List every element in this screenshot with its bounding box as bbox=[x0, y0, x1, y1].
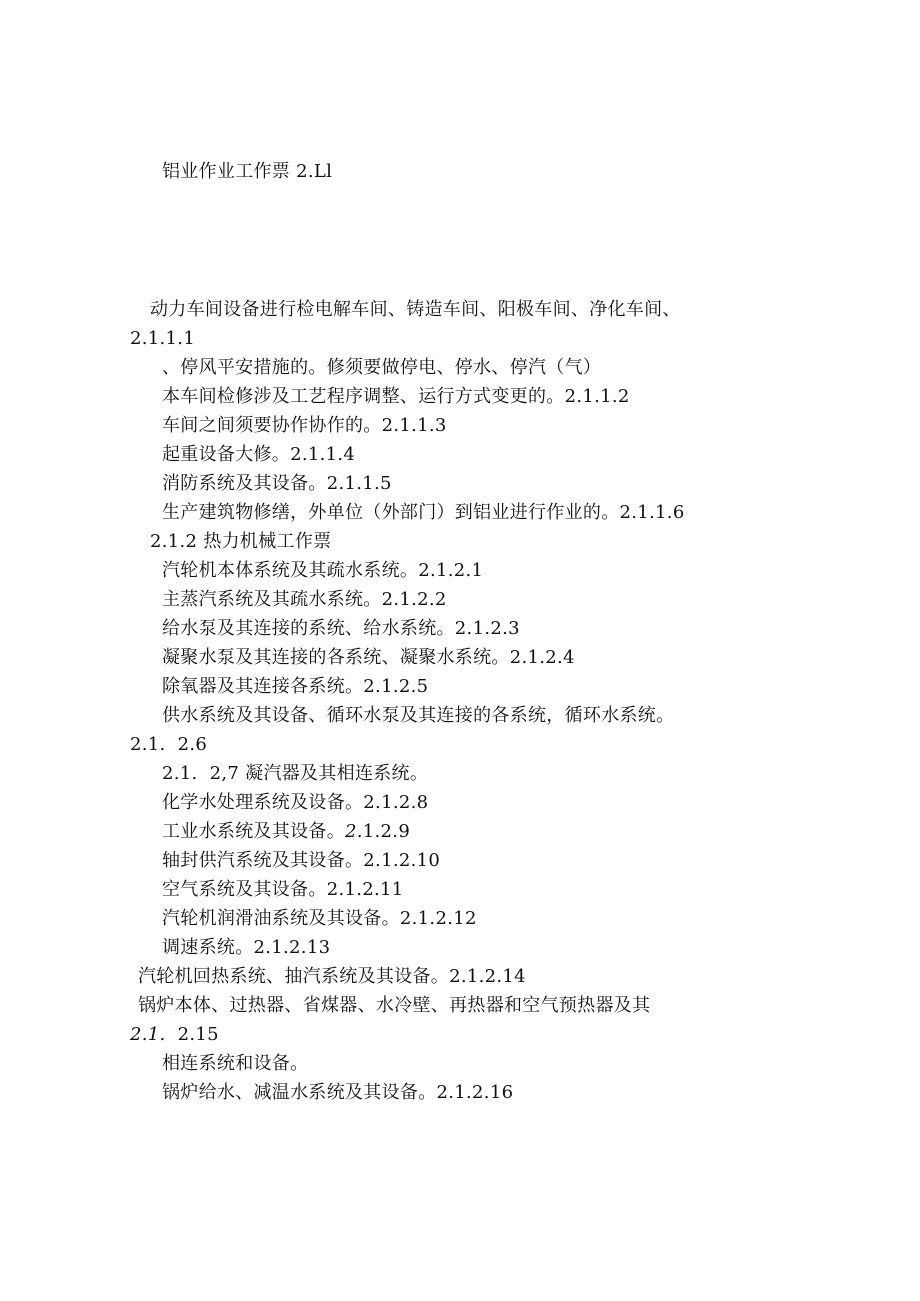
text-segment: 2.15 bbox=[177, 1024, 219, 1045]
text-line: 轴封供汽系统及其设备。2.1.2.10 bbox=[162, 850, 441, 871]
text-line bbox=[162, 820, 410, 844]
text-line: 汽轮机回热系统、抽汽系统及其设备。2.1.2.14 bbox=[138, 966, 526, 987]
doc-title: 铝业作业工作票 2.Ll bbox=[162, 161, 333, 182]
italic-number: 2.1. bbox=[130, 1024, 166, 1045]
text-line: 供水系统及其设备、循环水泵及其连接的各系统，循环水系统。 bbox=[162, 705, 675, 726]
text-line: 起重设备大修。2.1.1.4 bbox=[162, 444, 356, 465]
text-segment: 工业水系统及其设备。 bbox=[162, 821, 345, 842]
text-line: 除氧器及其连接各系统。2.1.2.5 bbox=[162, 676, 429, 697]
text-line: 汽轮机润滑油系统及其设备。2.1.2.12 bbox=[162, 908, 477, 929]
text-line: 调速系统。2.1.2.13 bbox=[162, 937, 331, 958]
text-line: 锅炉本体、过热器、省煤器、水冷壁、再热器和空气预热器及其 bbox=[138, 995, 651, 1016]
section-number: 2.1. 2.6 bbox=[130, 734, 208, 755]
text-line: 给水泵及其连接的系统、给水系统。2.1.2.3 bbox=[162, 618, 520, 639]
text-line: 主蒸汽系统及其疏水系统。2.1.2.2 bbox=[162, 589, 447, 610]
text-line: 化学水处理系统及设备。2.1.2.8 bbox=[162, 792, 429, 813]
text-line: 汽轮机本体系统及其疏水系统。2.1.2.1 bbox=[162, 560, 484, 581]
text-line: 、停风平安措施的。修须要做停电、停水、停汽（气） bbox=[162, 357, 602, 378]
text-line: 2.1. 2,7 凝汽器及其相连系统。 bbox=[162, 763, 429, 784]
text-line: 车间之间须要协作协作的。2.1.1.3 bbox=[162, 415, 447, 436]
text-line: 消防系统及其设备。2.1.1.5 bbox=[162, 473, 392, 494]
text-line: 锅炉给水、减温水系统及其设备。2.1.2.16 bbox=[162, 1082, 514, 1103]
text-segment: 1.2.9 bbox=[362, 821, 411, 842]
text-line: 动力车间设备进行检电解车间、铸造车间、阳极车间、净化车间、 bbox=[150, 299, 681, 320]
text-line: 生产建筑物修缮，外单位（外部门）到铝业进行作业的。2.1.1.6 bbox=[162, 502, 685, 523]
section-number: 2.1.1.1 bbox=[130, 328, 196, 349]
section-number bbox=[130, 1023, 219, 1047]
text-line: 凝聚水泵及其连接的各系统、凝聚水系统。2.1.2.4 bbox=[162, 647, 575, 668]
text-line: 本车间检修涉及工艺程序调整、运行方式变更的。2.1.1.2 bbox=[162, 386, 630, 407]
text-line: 相连系统和设备。 bbox=[162, 1053, 309, 1074]
section-heading: 2.1.2 热力机械工作票 bbox=[150, 531, 332, 552]
text-line: 空气系统及其设备。2.1.2.11 bbox=[162, 879, 404, 900]
italic-number: 2. bbox=[345, 821, 363, 842]
